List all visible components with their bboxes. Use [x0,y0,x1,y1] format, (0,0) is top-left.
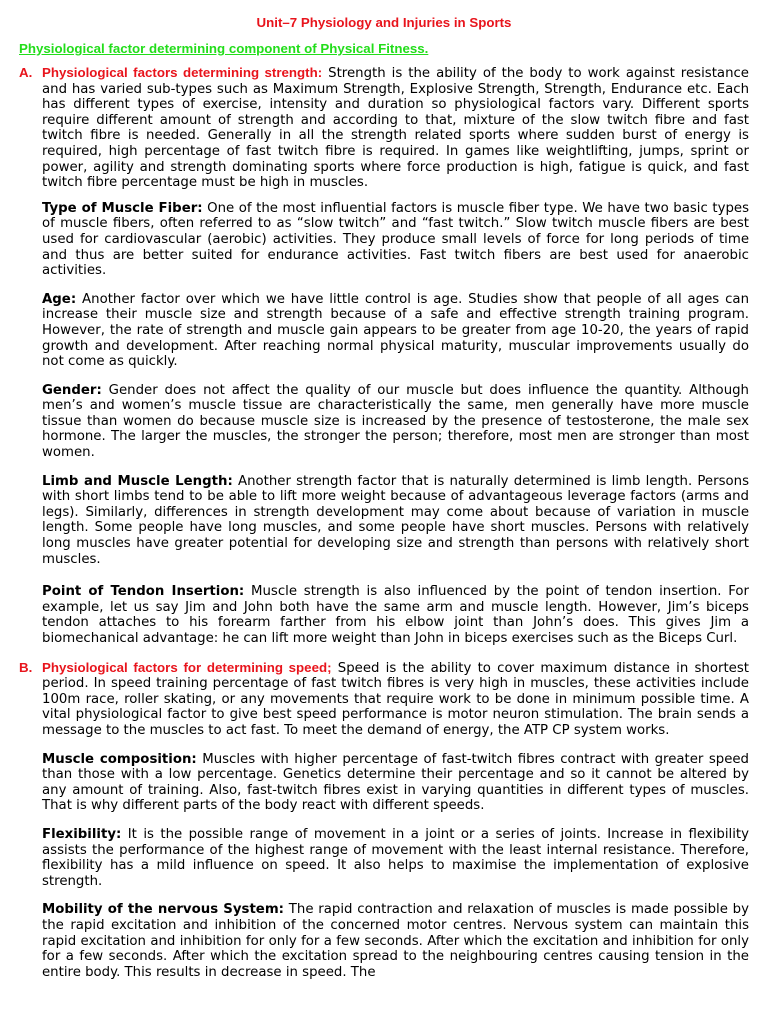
subsection-heading: Type of Muscle Fiber: [42,200,203,216]
subsection-heading: Limb and Muscle Length: [42,473,233,489]
subsection-body: Gender does not affect the quality of our muscle but does influence the quantity. Although men’s and women’s muscle tissue are characteristically the same, men generally have more muscle tissue than women do because muscle size is increased by the presence of testosterone, the male sex hormone. The larger the muscles, the stronger the person; therefore, most men are stronger than most women. [42,382,749,461]
subsection-muscle-composition [42,752,749,814]
subsection-tendon-insertion [42,584,749,646]
section-paragraph [42,660,749,739]
section-paragraph [42,65,749,191]
section-letter: A. [19,65,33,80]
section-body: Speed is the ability to cover maximum distance in shortest period. In speed training percentage of fast twitch fibres is very high in muscles, these activities include 100m race, roller skating, or any movements that require work to be done in minimum possible time. A vital physiological factor to give best speed performance is motor neuron stimulation. The brain sends a message to the muscles to act fast. To meet the demand of energy, the ATP CP system works. [42,660,749,738]
subsection-flexibility [42,827,749,889]
page-title: Unit–7 Physiology and Injuries in Sports [256,15,512,30]
section-letter: B. [19,659,33,675]
subsection-heading: Mobility of the nervous System: [42,902,284,918]
subsection-limb-length [42,474,749,568]
subsection-heading: Gender: [42,382,102,398]
subsection-body: It is the possible range of movement in a joint or a series of joints. Increase in flexibility assists the performance of the highest range of movement with the least internal resistance. Therefore, flexibility has a mild influence on speed. It also helps to maximise the implementation of explosive strength. [42,826,749,889]
subsection-gender [42,383,749,461]
subsection-body: Another factor over which we have little control is age. Studies show that people of all ages can increase their muscle size and strength because of a safe and effective strength training program. However, the rate of strength and muscle gain appears to be greater from age 10-20, the years of rapid growth and development. After reaching normal physical maturity, muscular improvements usually do not come as quickly. [42,291,749,370]
page-subtitle: Physiological factor determining component of Physical Fitness. [19,41,429,56]
subsection-age [42,292,749,370]
section-heading: Physiological factors for determining speed; [42,659,332,675]
subsection-heading: Age: [42,291,77,307]
section-body: Strength is the ability of the body to work against resistance and has varied sub-types such as Maximum Strength, Explosive Strength, Strength, Endurance etc. Each has different types of exercise, intensity and duration so physiological factors vary. Different sports require different amount of strength and according to that, mixture of the slow twitch fibre and fast twitch fibre is needed. Generally in all the strength related sports where sudden burst of energy is required, high percentage of fast twitch fibre is required. In games like weightlifting, jumps, sprint or power, agility and strength dominating sports where force production is high, fatigue is quick, and fast twitch fibre percentage must be high in muscles. [42,66,749,191]
subsection-heading: Point of Tendon Insertion: [42,584,245,600]
section-strength [19,65,749,191]
subsection-nervous-system [42,902,749,980]
subsection-muscle-fiber [42,201,749,279]
subsection-body: Muscle strength is also influenced by the point of tendon insertion. For example, let us say Jim and John both have the same arm and muscle length. However, Jim’s biceps tendon attaches to his forearm farther from his elbow joint than John’s does. This gives Jim a biomechanical advantage: he can lift more weight than John in biceps exercises such as the Biceps Curl. [42,584,750,646]
subsection-body: Muscles with higher percentage of fast-twitch fibres contract with greater speed than those with a low percentage. Genetics determine their percentage and so it cannot be altered by any amount of training. Also, fast-twitch fibres exist in varying quantities in different types of muscles. That is why different parts of the body react with different speeds. [42,751,750,814]
section-speed [19,660,749,739]
subsection-heading: Flexibility: [42,826,122,842]
subsection-body: The rapid contraction and relaxation of muscles is made possible by the rapid excitation and inhibition of the concerned motor centres. Nervous system can maintain this rapid excitation and inhibition for only for a few seconds. After which the excitation and inhibition for only for a few seconds. After which the excitation spread to the neighbouring centres causing tension in the entire body. This results in decrease in speed. The [42,902,749,980]
subsection-body: Another strength factor that is naturally determined is limb length. Persons with short limbs tend to be able to lift more weight because of advantageous leverage factors (arms and legs). Similarly, differences in strength development may come about because of variation in muscle length. Some people have long muscles, and some people have short muscles. Persons with relatively long muscles have greater potential for developing size and strength than persons with relatively short muscles. [42,473,749,567]
subsection-body: One of the most influential factors is muscle fiber type. We have two basic types of muscle fibers, often referred to as “slow twitch” and “fast twitch.” Slow twitch muscle fibers are best used for cardiovascular (aerobic) activities. They produce small levels of force for long periods of time and thus are better suited for endurance activities. Fast twitch fibers are best used for anaerobic activities. [42,200,749,279]
section-heading: Physiological factors determining strength: [42,65,323,80]
subsection-heading: Muscle composition: [42,751,197,767]
